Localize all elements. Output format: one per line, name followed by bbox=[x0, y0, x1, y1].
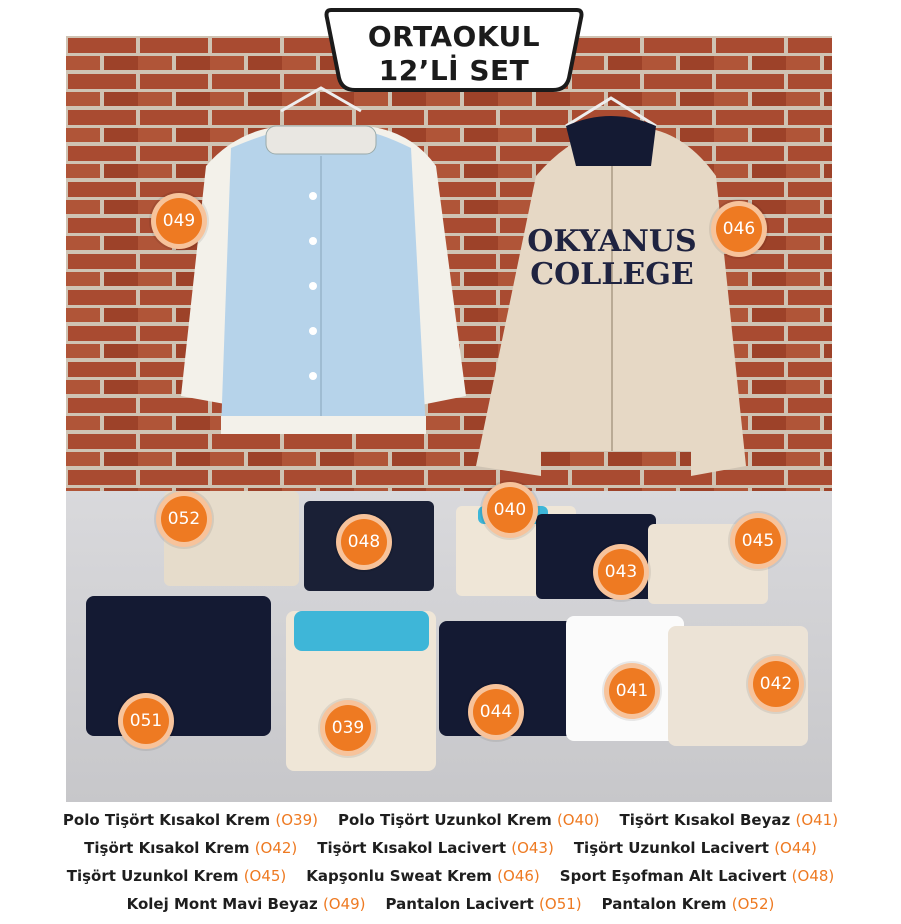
caption-item bbox=[338, 811, 600, 829]
title-badge bbox=[323, 6, 585, 94]
caption-name: Tişört Uzunkol Lacivert bbox=[573, 839, 769, 857]
caption-code: (O39) bbox=[275, 811, 318, 829]
marker-048[interactable]: 048 bbox=[336, 514, 392, 570]
caption-item bbox=[127, 895, 366, 913]
caption-row bbox=[0, 806, 901, 834]
caption-code: (O46) bbox=[497, 867, 540, 885]
caption-name: Tişört Kısakol Lacivert bbox=[317, 839, 506, 857]
caption-item bbox=[317, 839, 554, 857]
caption-item bbox=[602, 895, 775, 913]
marker-045[interactable]: 045 bbox=[730, 513, 786, 569]
caption-row bbox=[0, 890, 901, 918]
caption-name: Tişört Kısakol Krem bbox=[84, 839, 250, 857]
marker-052[interactable]: 052 bbox=[156, 491, 212, 547]
caption-code: (O51) bbox=[539, 895, 582, 913]
marker-043[interactable]: 043 bbox=[593, 544, 649, 600]
caption-code: (O45) bbox=[243, 867, 287, 885]
caption-row bbox=[0, 834, 901, 862]
title-line-1: ORTAOKUL bbox=[367, 20, 541, 53]
marker-051[interactable]: 051 bbox=[118, 693, 174, 749]
caption-row bbox=[0, 862, 901, 890]
caption-code: (O41) bbox=[795, 811, 839, 829]
varsity-jacket bbox=[181, 126, 466, 434]
caption-item bbox=[560, 867, 835, 885]
caption-item bbox=[84, 839, 297, 857]
folded-pants-navy bbox=[86, 596, 271, 736]
caption-name: Sport Eşofman Alt Lacivert bbox=[559, 867, 787, 885]
marker-040[interactable]: 040 bbox=[482, 482, 538, 538]
marker-049[interactable]: 049 bbox=[151, 193, 207, 249]
caption-name: Pantalon Krem bbox=[601, 895, 727, 913]
caption-name: Pantalon Lacivert bbox=[385, 895, 534, 913]
caption-name: Kapşonlu Sweat Krem bbox=[306, 867, 492, 885]
marker-041[interactable]: 041 bbox=[604, 663, 660, 719]
caption-code: (O52) bbox=[731, 895, 775, 913]
product-caption-list bbox=[0, 806, 901, 918]
caption-code: (O49) bbox=[322, 895, 366, 913]
marker-046[interactable]: 046 bbox=[711, 201, 767, 257]
marker-039[interactable]: 039 bbox=[320, 700, 376, 756]
caption-code: (O43) bbox=[511, 839, 554, 857]
caption-item bbox=[306, 867, 539, 885]
caption-code: (O40) bbox=[556, 811, 600, 829]
caption-name: Tişört Kısakol Beyaz bbox=[619, 811, 791, 829]
caption-name: Polo Tişört Kısakol Krem bbox=[62, 811, 271, 829]
caption-item bbox=[386, 895, 582, 913]
caption-item bbox=[620, 811, 839, 829]
caption-item bbox=[574, 839, 817, 857]
caption-code: (O42) bbox=[254, 839, 298, 857]
product-photo-illustration bbox=[66, 36, 832, 802]
page-title bbox=[323, 20, 585, 88]
hoodie-print-line-1: OKYANUS bbox=[527, 224, 697, 259]
title-line-2: 12’Lİ SET bbox=[378, 54, 530, 87]
caption-code: (O44) bbox=[774, 839, 817, 857]
caption-name: Tişört Uzunkol Krem bbox=[66, 867, 239, 885]
product-photo bbox=[66, 36, 832, 802]
caption-item bbox=[67, 867, 287, 885]
caption-name: Kolej Mont Mavi Beyaz bbox=[126, 895, 318, 913]
marker-042[interactable]: 042 bbox=[748, 656, 804, 712]
hoodie-print-line-2: COLLEGE bbox=[530, 257, 694, 292]
caption-name: Polo Tişört Uzunkol Krem bbox=[338, 811, 552, 829]
caption-item bbox=[63, 811, 318, 829]
caption-code: (O48) bbox=[791, 867, 835, 885]
marker-044[interactable]: 044 bbox=[468, 684, 524, 740]
